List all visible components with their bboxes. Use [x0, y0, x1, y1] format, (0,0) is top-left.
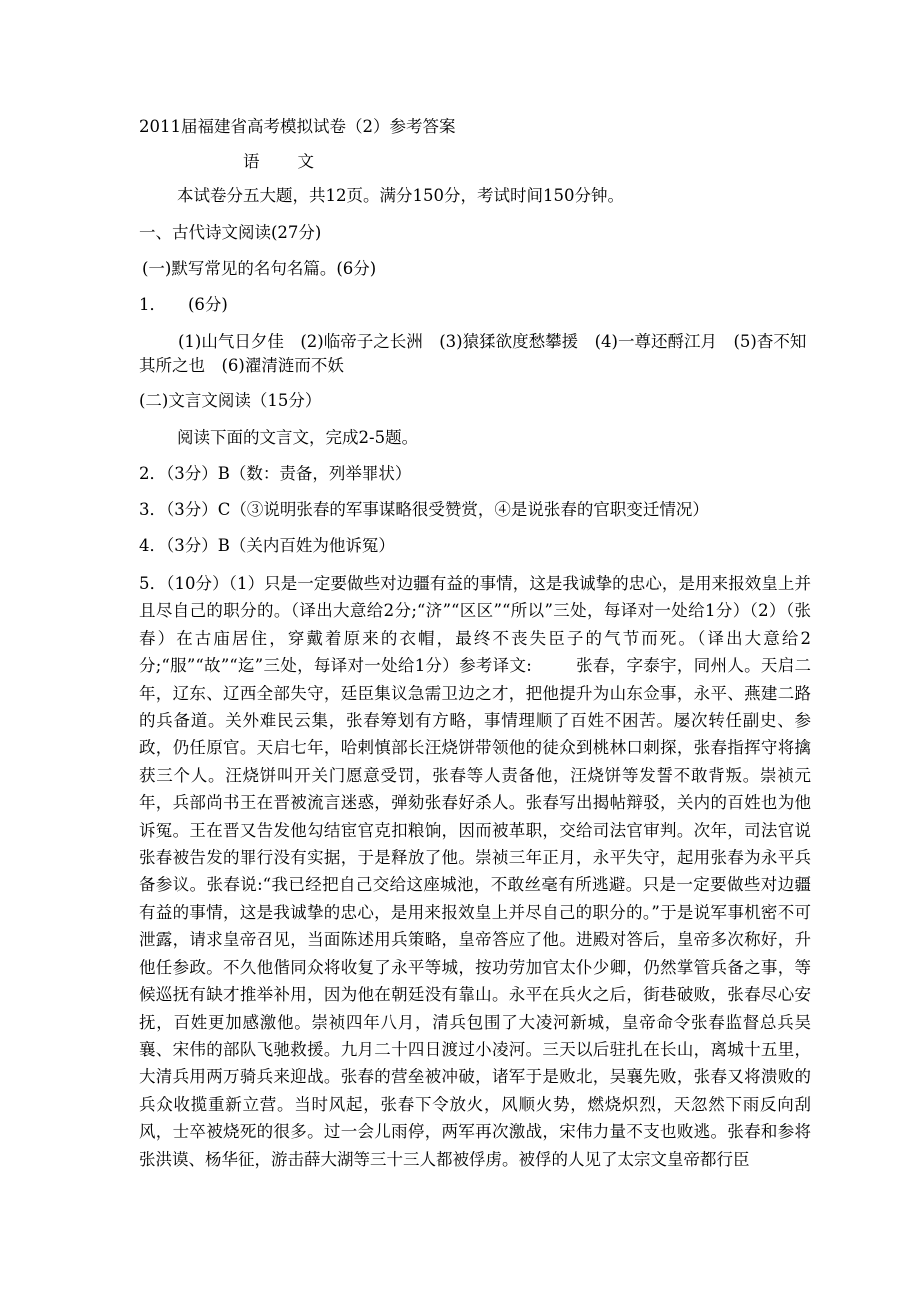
subject-heading	[243, 151, 314, 173]
question-3-answer: 3．（3分）C（③说明张春的军事谋略很受赞赏，④是说张春的官职变迁情况）	[139, 500, 709, 519]
question-2-answer: 2．（3分）B（数：责备，列举罪状）	[139, 464, 412, 483]
subsection-heading-2: (二)文言文阅读（15分）	[139, 391, 322, 410]
exam-intro: 本试卷分五大题，共12页。满分150分，考试时间150分钟。	[177, 186, 624, 205]
translation-label: 参考译文:	[459, 656, 532, 676]
translation-text: 张春，字泰宇，同州人。天启二年，辽东、辽西全部失守，廷臣集议急需卫边之才，把他提升为山东佥事，永平、燕建二路的兵备道。关外难民云集，张春筹划有方略，事情理顺了百姓不困苦。屡次转任副史、参政，仍任原官。天启七年，哈剌慎部长汪烧饼带领他的徒众到桃林口刺探，张春指挥守将擒获三个人。汪烧饼叫开关门愿意受罚，张春等人责备他，汪烧饼等发誓不敢背叛。崇祯元年，兵部尚书王在晋被流言迷惑，弹劾张春好杀人。张春写出揭帖辩驳，关内的百姓也为他诉冤。王在晋又告发他勾结宦官克扣粮饷，因而被革职，交给司法官审判。次年，司法官说张春被告发的罪行没有实据，于是释放了他。崇祯三年正月，永平失守，起用张春为永平兵备参议。张春说:“我已经把自己交给这座城池，不敢丝毫有所逃避。只是一定要做些对边疆有益的事情，这是我诚挚的忠心，是用来报效皇上并尽自己的职分的。”于是说军事机密不可泄露，请求皇帝召见，当面陈述用兵策略，皇帝答应了他。进殿对答后，皇帝多次称好，升他任参政。不久他偕同众将收复了永平等城，按功劳加官太仆少卿，仍然掌管兵备之事，等候巡抚有缺才推举补用，因为他在朝廷没有靠山。永平在兵火之后，街巷破败，张春尽心安抚，百姓更加感激他。崇祯四年八月，清兵包围了大凌河新城，皇帝命令张春监督总兵吴襄、宋伟的部队飞驰救援。九月二十四日渡过小凌河。三天以后驻扎在长山，离城十五里，大清兵用两万骑兵来迎战。张春的营垒被冲破，诸军于是败北，吴襄先败，张春又将溃败的兵众收揽重新立营。当时风起，张春下令放火，风顺火势，燃烧炽烈，天忽然下雨反向刮风，士卒被烧死的很多。过一会儿雨停，两军再次激战，宋伟力量不支也败逃。张春和参将张洪谟、杨华征，游击薛大湖等三十三人都被俘虏。被俘的人见了太宗文皇帝都行臣	[139, 656, 811, 1169]
subsection-heading-1: (一)默写常见的名句名篇。(6分)	[142, 259, 377, 278]
section-heading-1: 一、古代诗文阅读(27分)	[139, 223, 322, 242]
document-title: 2011届福建省高考模拟试卷（2）参考答案	[139, 117, 456, 136]
question-1-score: (6分)	[188, 295, 228, 314]
subject-char-2: 文	[297, 152, 314, 171]
question-4-answer: 4．（3分）B（关内百姓为他诉冤）	[139, 536, 395, 555]
question-1-answer: (1)山气日夕佳 (2)临帝子之长洲 (3)猿猱欲度愁攀援 (4)一尊还酹江月 (5)杳不知其所之也 (6)濯清涟而不妖	[139, 332, 807, 375]
reading-instruction: 阅读下面的文言文，完成2-5题。	[177, 428, 419, 447]
question-5-answer: 5．（10分）（1）只是一定要做些对边疆有益的事情，这是我诚挚的忠心，是用来报效皇上并且尽自己的职分的。（译出大意给2分;“济”“区区”“所以”三处，每译对一处给1分）（2）（张春）在古庙居住，穿戴着原来的衣帽，最终不丧失臣子的气节而死。（译出大意给2分;“服”“故”“迄”三处，每译对一处给1分）	[139, 574, 811, 676]
question-5-block	[139, 570, 811, 1173]
question-1-number: 1．	[139, 295, 166, 314]
subject-char-1: 语	[243, 152, 260, 171]
question-1-header	[139, 294, 228, 316]
